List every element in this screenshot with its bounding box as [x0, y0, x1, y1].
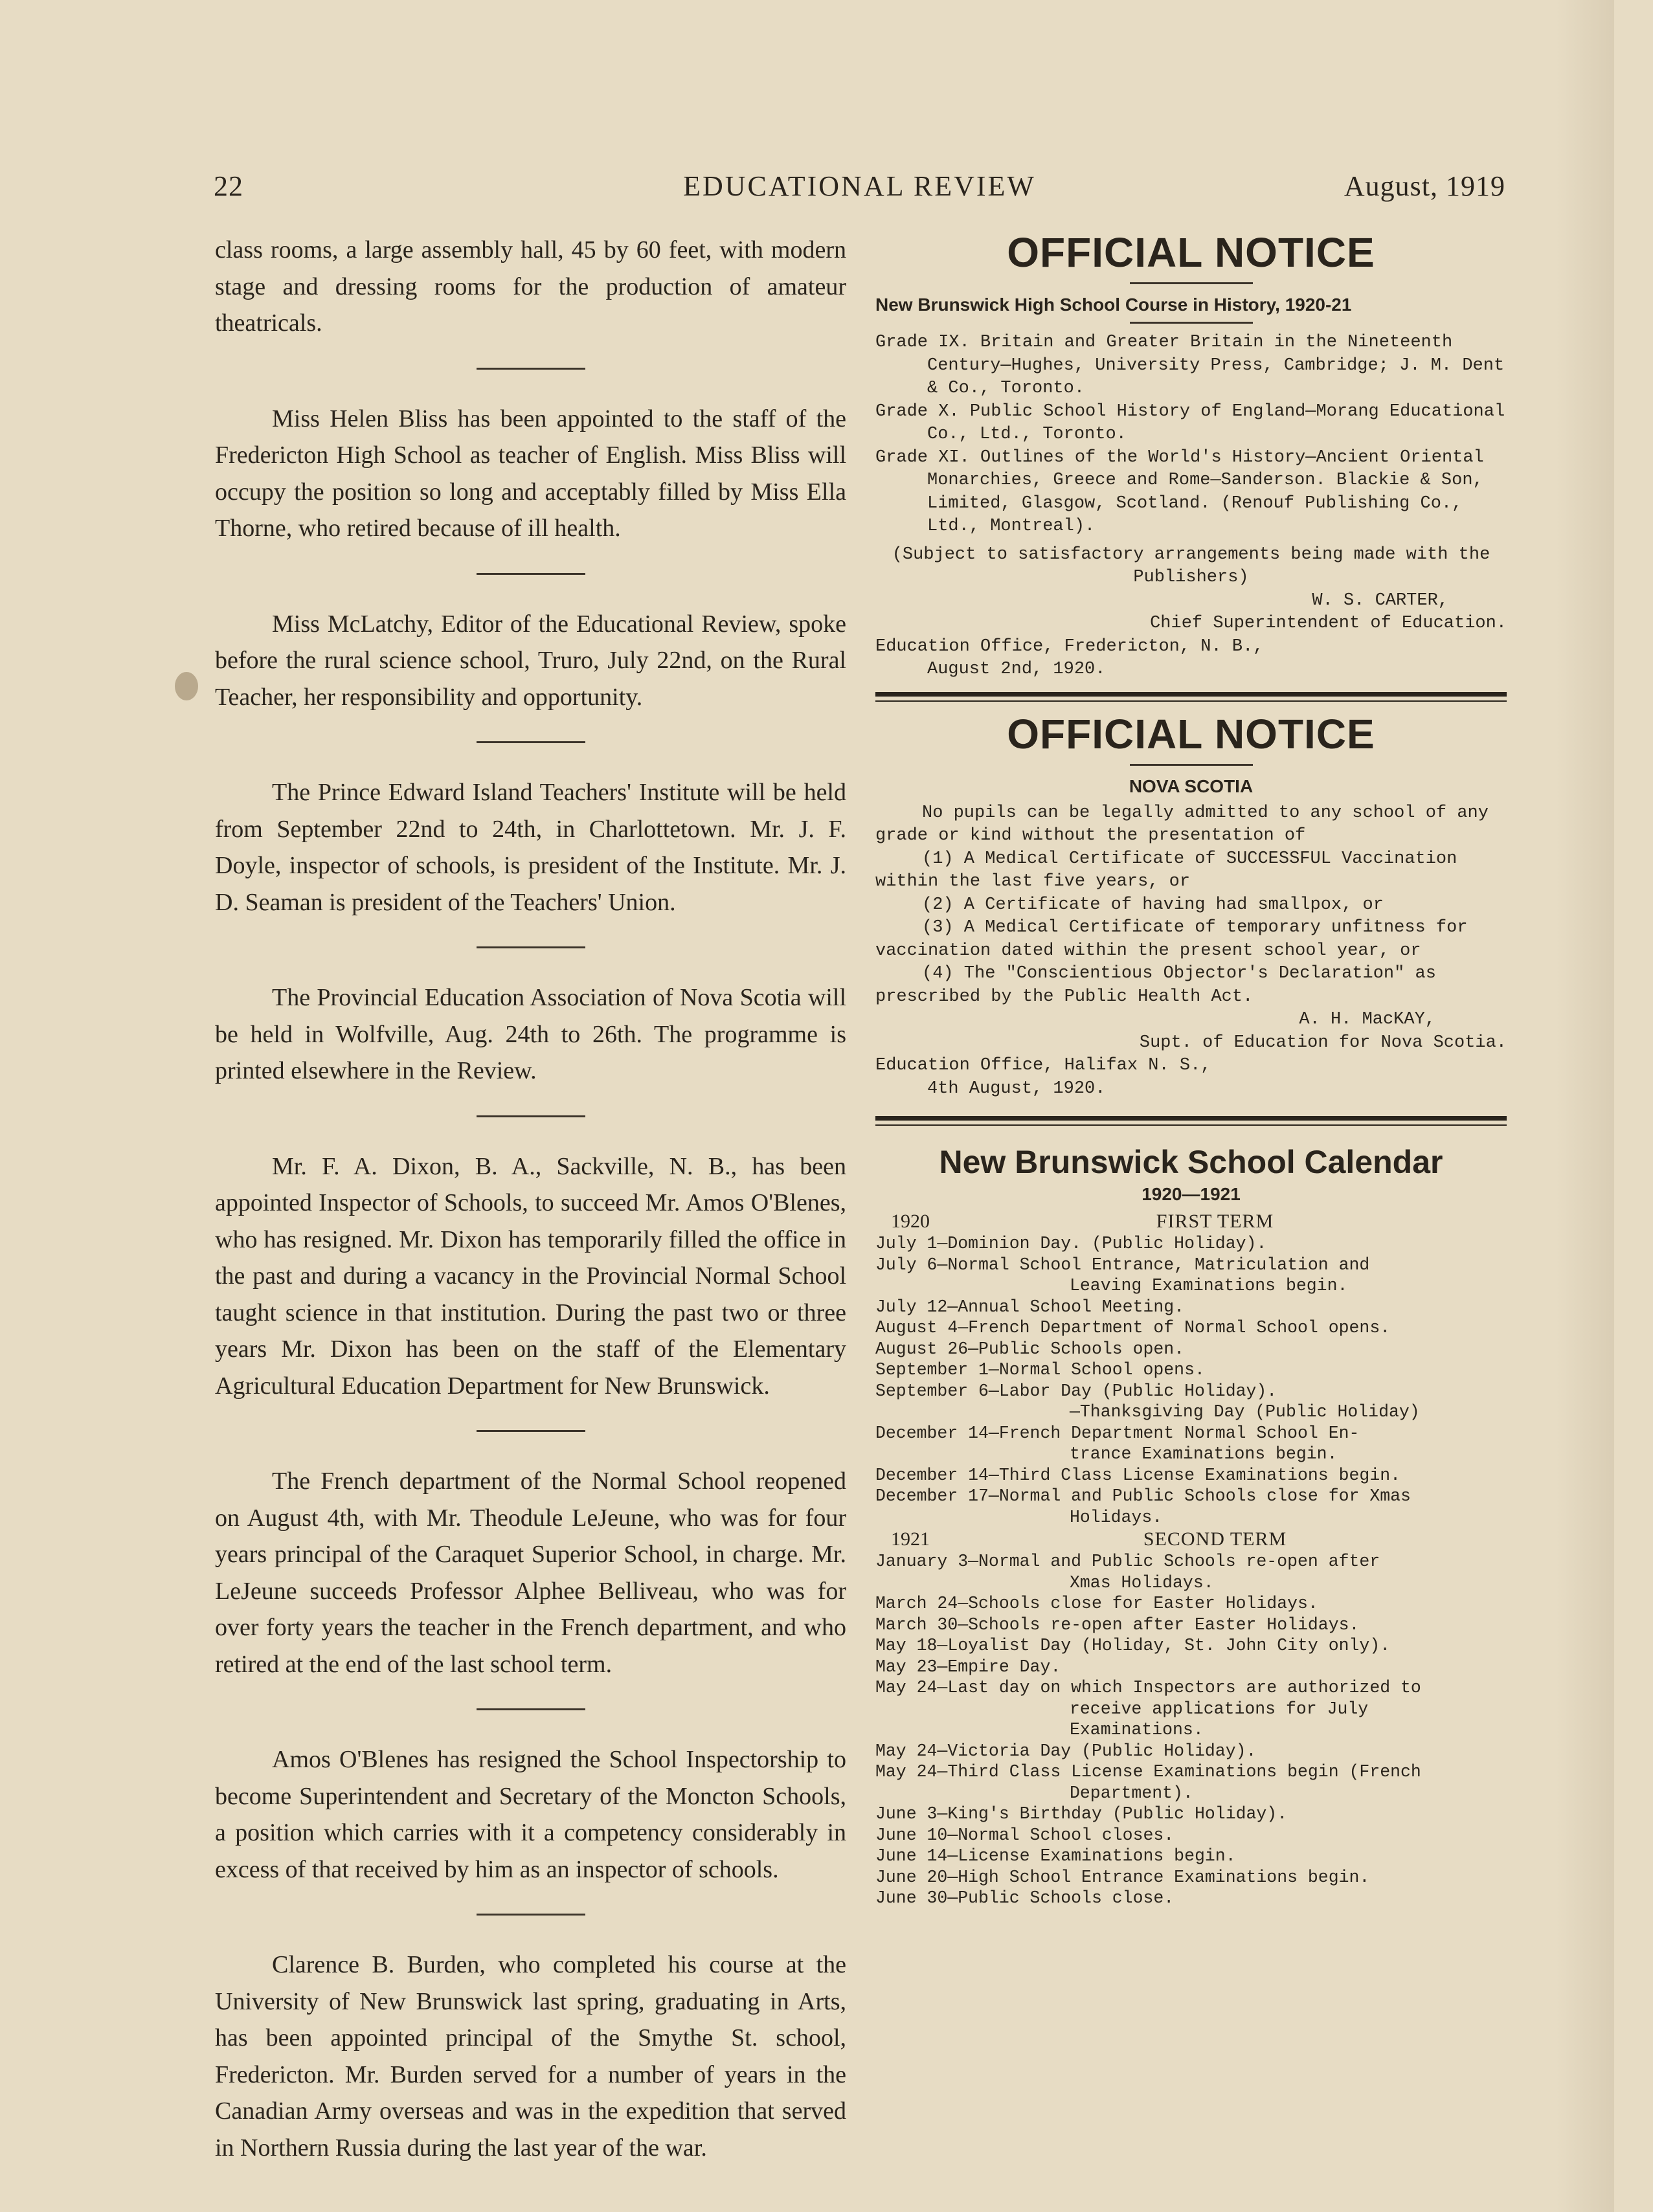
calendar-entry: June 30—Public Schools close. [875, 1888, 1175, 1908]
notice-date: August 2nd, 1920. [927, 660, 1106, 679]
news-paragraph: Mr. F. A. Dixon, B. A., Sackville, N. B., has been appointed Inspector of Schools, to succeed Mr. Amos O'Blenes, who has resigned. Mr. Dixon has temporarily filled the office in the past and during a vacancy in the Provincial Normal School taught science in that institution. During the past two or three years Mr. Dixon has been on the staff of the Elementary Agricultural Education Department for New Brunswick. [215, 1152, 846, 1400]
news-paragraph: Clarence B. Burden, who completed his course at the University of New Brunswick last spring, graduating in Arts, has been appointed principal of the Smythe St. school, Fredericton. Mr. Burden served for a number of years in the Canadian Army overseas and was in the expedition that served in Northern Russia during the last year of the war. [215, 1951, 846, 2162]
calendar-entry-continuation: Department). [1070, 1783, 1193, 1803]
title-rule [1130, 282, 1253, 284]
term-name: SECOND TERM [1143, 1528, 1287, 1550]
calendar-entry: December 17—Normal and Public Schools close for Xmas [875, 1486, 1411, 1506]
calendar-entry: January 3—Normal and Public Schools re-open after [875, 1552, 1380, 1571]
thin-divider [875, 700, 1507, 702]
official-notice-history [875, 227, 1507, 682]
requirement-item: (2) A Certificate of having had smallpox, or [922, 895, 1384, 915]
grade-entry: Grade IX. Britain and Greater Britain in the Nineteenth Century—Hughes, University Press, Cambridge; J. M. Dent & Co., Toronto. [875, 333, 1505, 398]
notice-signer-title: Supt. of Education for Nova Scotia. [1139, 1033, 1507, 1053]
thin-divider [875, 1124, 1507, 1126]
grade-entry: Grade X. Public School History of England—Morang Educational Co., Ltd., Toronto. [875, 401, 1505, 444]
term-name: FIRST TERM [1156, 1211, 1274, 1232]
news-paragraph: The Prince Edward Island Teachers' Institute will be held from September 22nd to 24th, in Charlottetown. Mr. J. F. Doyle, inspector of schools, is president of the Institute. Mr. J. D. Seaman is president of the Teachers' Union. [215, 779, 846, 916]
calendar-entry-continuation: trance Examinations begin. [1070, 1444, 1338, 1464]
calendar-entry-continuation: receive applications for July Examinations. [1070, 1699, 1369, 1739]
news-paragraph: Amos O'Blenes has resigned the School Inspectorship to become Superintendent and Secretary of the Moncton Schools, a position which carries with it a competency considerably in excess of that received by him as an inspector of schools. [215, 1746, 846, 1883]
term-year: 1920 [891, 1211, 930, 1232]
calendar-entry: July 12—Annual School Meeting. [875, 1297, 1185, 1317]
calendar-entry: May 24—Victoria Day (Public Holiday). [875, 1741, 1257, 1761]
section-divider [477, 1430, 585, 1432]
notice-intro: No pupils can be legally admitted to any school of any grade or kind without the presentation of [875, 803, 1489, 845]
calendar-entry: August 4—French Department of Normal School opens. [875, 1318, 1391, 1337]
calendar-entry-continuation: Leaving Examinations begin. [1070, 1276, 1348, 1295]
title-rule [1130, 764, 1253, 766]
notice-subtitle: New Brunswick High School Course in History, 1920-21 [875, 295, 1352, 315]
notice-title: OFFICIAL NOTICE [1007, 710, 1375, 757]
calendar-entry: May 18—Loyalist Day (Holiday, St. John City only). [875, 1636, 1391, 1655]
page-fold-shadow [1556, 0, 1614, 2212]
calendar-entry: September 6—Labor Day (Public Holiday). [875, 1381, 1277, 1401]
term-year: 1921 [891, 1528, 930, 1550]
section-divider [477, 1914, 585, 1916]
thick-divider [875, 692, 1507, 697]
notice-signer-title: Chief Superintendent of Education. [1150, 614, 1507, 633]
calendar-entry: June 10—Normal School closes. [875, 1825, 1175, 1845]
right-column [875, 227, 1507, 1909]
page-number: 22 [214, 170, 243, 202]
left-column [215, 232, 846, 2166]
requirement-item: (4) The "Conscientious Objector's Declaration" as prescribed by the Public Health Act. [875, 964, 1436, 1007]
calendar-title: New Brunswick School Calendar [939, 1144, 1443, 1180]
news-paragraph: The French department of the Normal School reopened on August 4th, with Mr. Theodule LeJeune, who was for four years principal of the Caraquet Superior School, in charge. Mr. LeJeune succeeds Professor Alphee Belliveau, who was for over forty years the teacher in the French department, and who retired at the end of the last school term. [215, 1468, 846, 1678]
section-divider [477, 368, 585, 370]
section-divider [477, 741, 585, 743]
subject-note: (Subject to satisfactory arrangements being made with the Publishers) [892, 544, 1490, 587]
calendar-years: 1920—1921 [1141, 1184, 1241, 1204]
calendar-entry: June 3—King's Birthday (Public Holiday). [875, 1804, 1288, 1824]
journal-title: EDUCATIONAL REVIEW [683, 170, 1036, 202]
calendar-entry: May 24—Third Class License Examinations begin (French [875, 1762, 1421, 1782]
calendar-entry: May 24—Last day on which Inspectors are authorized to [875, 1678, 1421, 1697]
calendar-list [875, 1233, 1507, 1528]
news-paragraph: Miss McLatchy, Editor of the Educational Review, spoke before the rural science school, Truro, July 22nd, on the Rural Teacher, her responsibility and opportunity. [215, 610, 846, 711]
subtitle-rule [1130, 322, 1253, 324]
grade-entry: Grade XI. Outlines of the World's History—Ancient Oriental Monarchies, Greece and Rome—Sanderson. Blackie & Son, Limited, Glasgow, Scotland. (Renouf Publishing Co., Ltd., Montreal). [875, 447, 1484, 536]
official-notice-nova-scotia [875, 708, 1507, 1101]
calendar-entry-continuation: —Thanksgiving Day (Public Holiday) [1070, 1402, 1420, 1422]
requirement-item: (1) A Medical Certificate of SUCCESSFUL Vaccination within the last five years, or [875, 849, 1457, 891]
notice-subtitle: NOVA SCOTIA [1129, 776, 1254, 796]
issue-date: August, 1919 [1344, 170, 1505, 202]
calendar-entry: December 14—French Department Normal School En- [875, 1423, 1360, 1443]
term-header [875, 1528, 1507, 1551]
calendar-entry: March 30—Schools re-open after Easter Holidays. [875, 1614, 1360, 1635]
calendar-entry: July 6—Normal School Entrance, Matriculation and [875, 1255, 1370, 1275]
calendar-entry-continuation: Holidays. [1070, 1507, 1163, 1527]
calendar-entry: June 14—License Examinations begin. [875, 1846, 1236, 1866]
notice-signer: A. H. MacKAY, [1299, 1010, 1435, 1029]
news-paragraph: Miss Helen Bliss has been appointed to the staff of the Fredericton High School as teacher of English. Miss Bliss will occupy the position so long and acceptably filled by Miss Ella Thorne, who retired because of ill health. [215, 405, 846, 542]
notice-signer: W. S. CARTER, [1312, 590, 1448, 610]
page-header [214, 170, 1505, 215]
section-divider [477, 1115, 585, 1117]
notice-office: Education Office, Halifax N. S., [875, 1056, 1211, 1075]
section-divider [477, 573, 585, 575]
news-paragraph: The Provincial Education Association of Nova Scotia will be held in Wolfville, Aug. 24th to 26th. The programme is printed elsewhere in the Review. [215, 984, 846, 1084]
calendar-entry: May 23—Empire Day. [875, 1657, 1061, 1677]
ink-blot [175, 672, 198, 700]
calendar-entry: August 26—Public Schools open. [875, 1339, 1185, 1359]
calendar-entry: December 14—Third Class License Examinations begin. [875, 1465, 1401, 1485]
school-calendar [875, 1141, 1507, 1909]
notice-office: Education Office, Fredericton, N. B., [875, 636, 1264, 656]
news-paragraph: class rooms, a large assembly hall, 45 by 60 feet, with modern stage and dressing rooms for the production of amateur theatricals. [215, 236, 846, 337]
term-header [875, 1210, 1507, 1233]
calendar-entry: September 1—Normal School opens. [875, 1360, 1205, 1380]
section-divider [477, 1708, 585, 1710]
calendar-entry: June 20—High School Entrance Examinations begin. [875, 1867, 1370, 1887]
notice-date: 4th August, 1920. [927, 1078, 1106, 1099]
calendar-entry: July 1—Dominion Day. (Public Holiday). [875, 1234, 1267, 1253]
section-divider [477, 946, 585, 948]
notice-title: OFFICIAL NOTICE [1007, 229, 1375, 276]
requirement-item: (3) A Medical Certificate of temporary unfitness for vaccination dated within the present school year, or [875, 918, 1468, 961]
thick-divider [875, 1116, 1507, 1121]
calendar-list [875, 1551, 1507, 1909]
calendar-entry-continuation: Xmas Holidays. [1070, 1572, 1214, 1592]
calendar-entry: March 24—Schools close for Easter Holidays. [875, 1594, 1318, 1613]
